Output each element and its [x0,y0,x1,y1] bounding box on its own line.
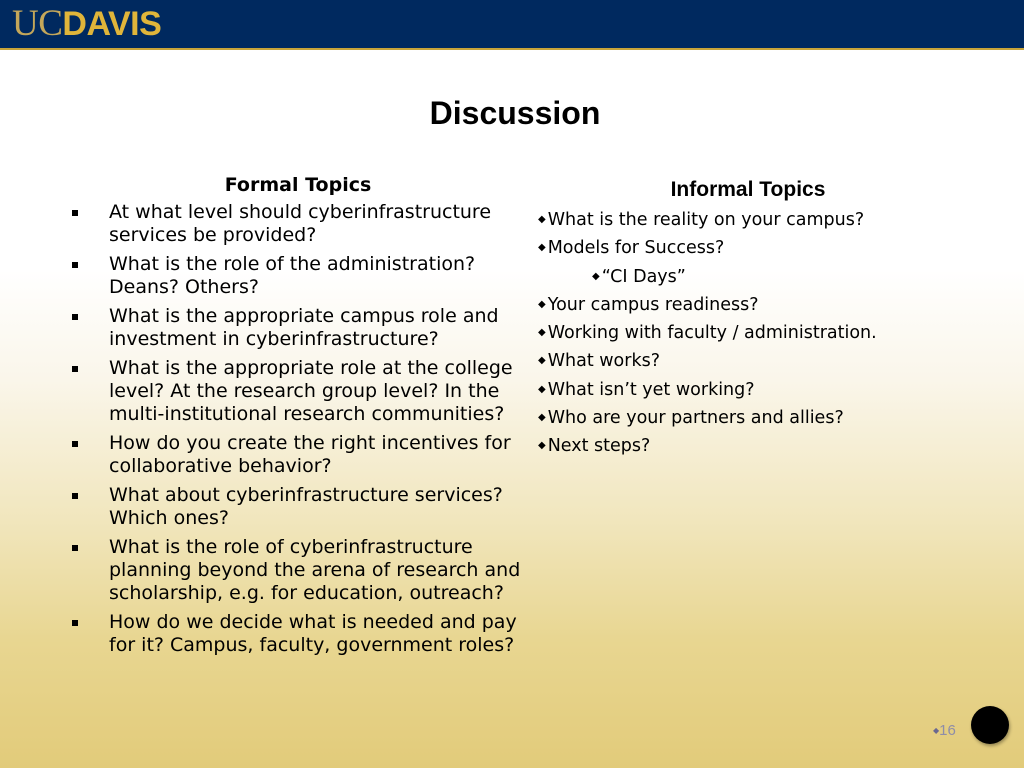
informal-topics-list [538,206,958,461]
diamond-bullet-icon: ◆ [538,412,546,424]
list-item [68,432,528,478]
list-item [68,611,528,657]
diamond-bullet-icon: ◆ [538,242,546,254]
list-item-text: What is the reality on your campus? [547,210,865,230]
list-item-text: Your campus readiness? [547,294,759,315]
square-bullet-icon [72,366,78,372]
diamond-bullet-icon: ◆ [933,726,940,735]
square-bullet-icon [72,620,78,626]
ucdavis-logo [12,3,162,44]
logo-davis: DAVIS [62,5,162,43]
list-item-text: Models for Success? [547,238,725,259]
list-item [538,376,958,404]
square-bullet-icon [72,262,78,268]
list-item [538,404,958,432]
list-item [538,206,958,234]
list-item [68,253,528,299]
formal-topics-list [68,201,528,657]
square-bullet-icon [72,441,78,447]
list-item-text: Next steps? [547,436,651,457]
diamond-bullet-icon: ◆ [538,440,546,452]
diamond-bullet-icon: ◆ [538,327,546,339]
diamond-bullet-icon: ◆ [538,383,546,395]
square-bullet-icon [72,545,78,551]
list-subitem [538,263,958,291]
slide-title: Discussion [429,95,601,131]
informal-topics-column [538,178,958,461]
list-item-text: What is the role of cyberinfrastructure planning beyond the arena of research and scholarship, e.g. for education, outreach? [109,536,521,604]
informal-topics-heading: Informal Topics [670,178,826,201]
list-item-text: What about cyberinfrastructure services? Which ones? [109,484,503,529]
diamond-bullet-icon: ◆ [538,298,546,310]
list-item [68,357,528,426]
formal-topics-column [68,174,528,663]
list-item-text: Working with faculty / administration. [547,323,877,344]
list-item-text: Who are your partners and allies? [547,408,844,429]
logo-uc: UC [12,3,63,44]
diamond-bullet-icon: ◆ [538,355,546,367]
list-item [538,319,958,347]
list-item [538,432,958,460]
list-item-text: What is the appropriate role at the college level? At the research group level? In the multi-institutional research communities? [109,357,513,425]
list-item-text: At what level should cyberinfrastructure services be provided? [109,201,492,246]
list-item [68,536,528,605]
list-item [538,291,958,319]
list-item [68,305,528,351]
circle-icon [971,706,1009,744]
list-item-text: How do we decide what is needed and pay for it? Campus, faculty, government roles? [109,611,517,656]
formal-topics-heading: Formal Topics [224,174,372,196]
square-bullet-icon [72,210,78,216]
list-item [538,347,958,375]
list-item [68,201,528,247]
diamond-bullet-icon: ◆ [592,270,600,282]
page-number [933,722,956,739]
page-number-text: 16 [939,722,956,739]
list-item-text: What works? [547,351,661,372]
list-item-text: What is the appropriate campus role and investment in cyberinfrastructure? [109,305,499,350]
list-item-text: “CI Days” [601,266,686,287]
list-item-text: What is the role of the administration? Deans? Others? [109,253,476,298]
list-item [68,484,528,530]
list-item [538,234,958,262]
list-item-text: What isn’t yet working? [547,379,755,400]
diamond-bullet-icon: ◆ [538,214,546,225]
square-bullet-icon [72,314,78,320]
list-item-text: How do you create the right incentives for collaborative behavior? [109,432,511,477]
square-bullet-icon [72,493,78,499]
header-banner [0,0,1024,50]
